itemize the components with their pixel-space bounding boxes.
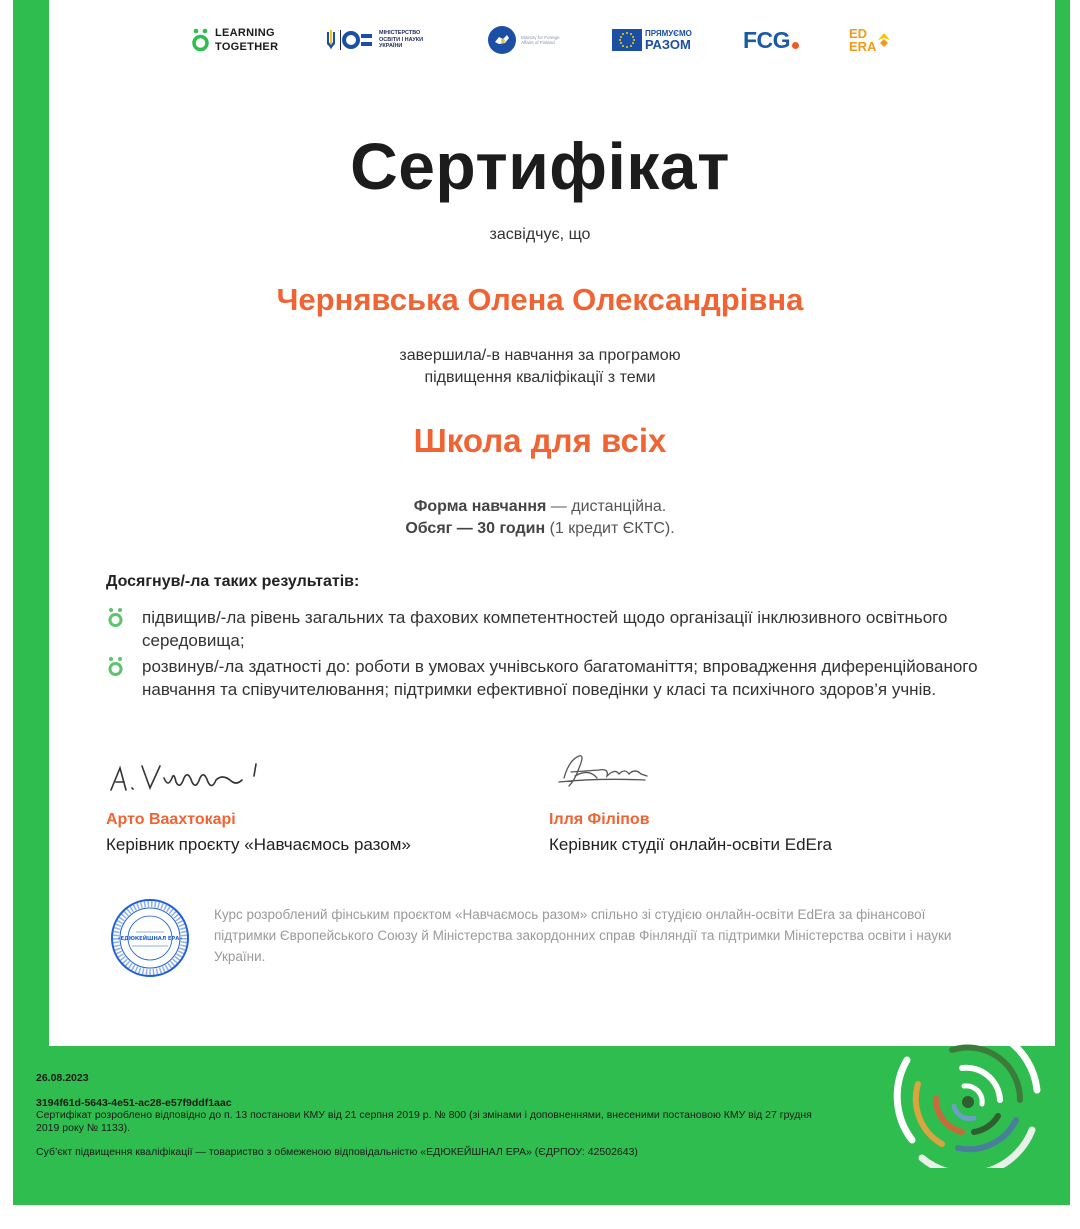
certifies-text: засвідчує, що	[489, 226, 591, 243]
signature-vaahtokari-icon	[106, 758, 276, 798]
ministry-foreign-affairs-logo	[487, 22, 567, 58]
result-text: підвищив/-ла рівень загальних та фахових компетентностей щодо організації інклюзивного освітнього середовища;	[142, 608, 948, 650]
edera-logo	[849, 22, 892, 58]
signatory-name: Арто Ваахтокарі	[106, 811, 236, 828]
logo-text: МІНІСТЕРСТВО	[379, 30, 421, 37]
logo-text: ОСВІТИ І НАУКИ	[379, 36, 424, 43]
list-item	[106, 656, 986, 701]
fcg-logo	[743, 22, 799, 58]
study-format	[0, 496, 1080, 540]
fcg-dot-icon	[792, 42, 799, 49]
decorative-circles-emblem-icon	[882, 1020, 1052, 1168]
stamp-text: «ЕДЮКЕЙШНАЛ ЕРА»	[117, 936, 183, 942]
form-value: — дистанційна.	[546, 498, 667, 515]
logo-text: LEARNING	[215, 27, 275, 39]
logo-text: Ministry for Foreign	[521, 34, 560, 40]
logo-text: УКРАЇНИ	[379, 43, 403, 50]
results-heading: Досягнув/-ла таких результатів:	[106, 573, 360, 590]
signatory-role: Керівник студії онлайн-освіти EdEra	[549, 835, 832, 854]
logo-text: ПРЯМУЄМО	[645, 28, 692, 38]
bullet-icon	[106, 607, 126, 629]
learning-together-icon	[192, 28, 209, 52]
trident-moe-icon	[325, 28, 375, 52]
logo-text: ERA	[849, 39, 877, 54]
partner-logos	[0, 22, 1080, 58]
logo-text: РАЗОМ	[645, 36, 691, 52]
volume-value: (1 кредит ЄКТС).	[545, 520, 675, 537]
results-list	[106, 607, 986, 705]
edera-flame-icon	[876, 31, 892, 49]
legal-basis: Сертифікат розроблено відповідно до п. 13 постанови КМУ від 21 серпня 2019 р. № 800 (зі змінами і доповненнями, внесеними постановою КМУ від 27 грудня 2019 року № 1133).	[36, 1109, 812, 1134]
provider-info: Суб’єкт підвищення кваліфікації — товариство з обмеженою відповідальністю «ЕДЮКЕЙШНАЛ ЕРА» (ЄДРПОУ: 42502643)	[36, 1146, 638, 1158]
certificate-title: Сертифікат	[350, 129, 730, 203]
list-item	[106, 607, 986, 652]
volume-label: Обсяг — 30 годин	[405, 520, 546, 537]
finland-lion-icon	[487, 25, 517, 55]
completion-text	[0, 345, 1080, 389]
logo-text: ED	[849, 26, 868, 41]
official-stamp-icon	[110, 898, 190, 978]
signatory-role: Керівник проєкту «Навчаємось разом»	[106, 835, 411, 854]
bullet-icon	[106, 656, 126, 678]
completion-line: підвищення кваліфікації з теми	[424, 369, 656, 386]
learning-together-logo	[192, 22, 278, 58]
eu-flag-icon	[612, 29, 642, 51]
issue-date: 26.08.2023	[36, 1072, 89, 1084]
logo-text: Affairs of Finland	[521, 40, 555, 45]
result-text: розвинув/-ла здатності до: роботи в умовах учнівського багатоманіття; впровадження диференційованого навчання та співучителювання; підтримки ефективної поведінки у класі та психічного здоров’я учнів.	[142, 657, 978, 699]
completion-line: завершила/-в навчання за програмою	[399, 347, 681, 364]
logo-text: TOGETHER	[215, 41, 279, 53]
logo-text: FCG	[743, 26, 791, 53]
signature-filipov-icon	[549, 748, 659, 798]
course-about-text: Курс розроблений фінським проєктом «Навчаємось разом» спільно зі студією онлайн-освіти EdEra за фінансової підтримки Європейського Союзу й Міністерства закордонних справ Фінляндії та підтримки Міністерства освіти і науки України.	[214, 907, 952, 964]
ministry-education-logo	[325, 22, 439, 58]
certificate-footer	[36, 1072, 836, 1159]
form-label: Форма навчання	[413, 498, 547, 515]
eu-pryamuyemo-razom-logo	[612, 22, 692, 58]
signatory-name: Ілля Філіпов	[549, 811, 650, 828]
certificate-id: 3194f61d-5643-4e51-ac28-e57f9ddf1aac	[36, 1096, 232, 1109]
course-title: Школа для всіх	[413, 422, 667, 459]
recipient-name: Чернявська Олена Олександрівна	[276, 282, 804, 317]
